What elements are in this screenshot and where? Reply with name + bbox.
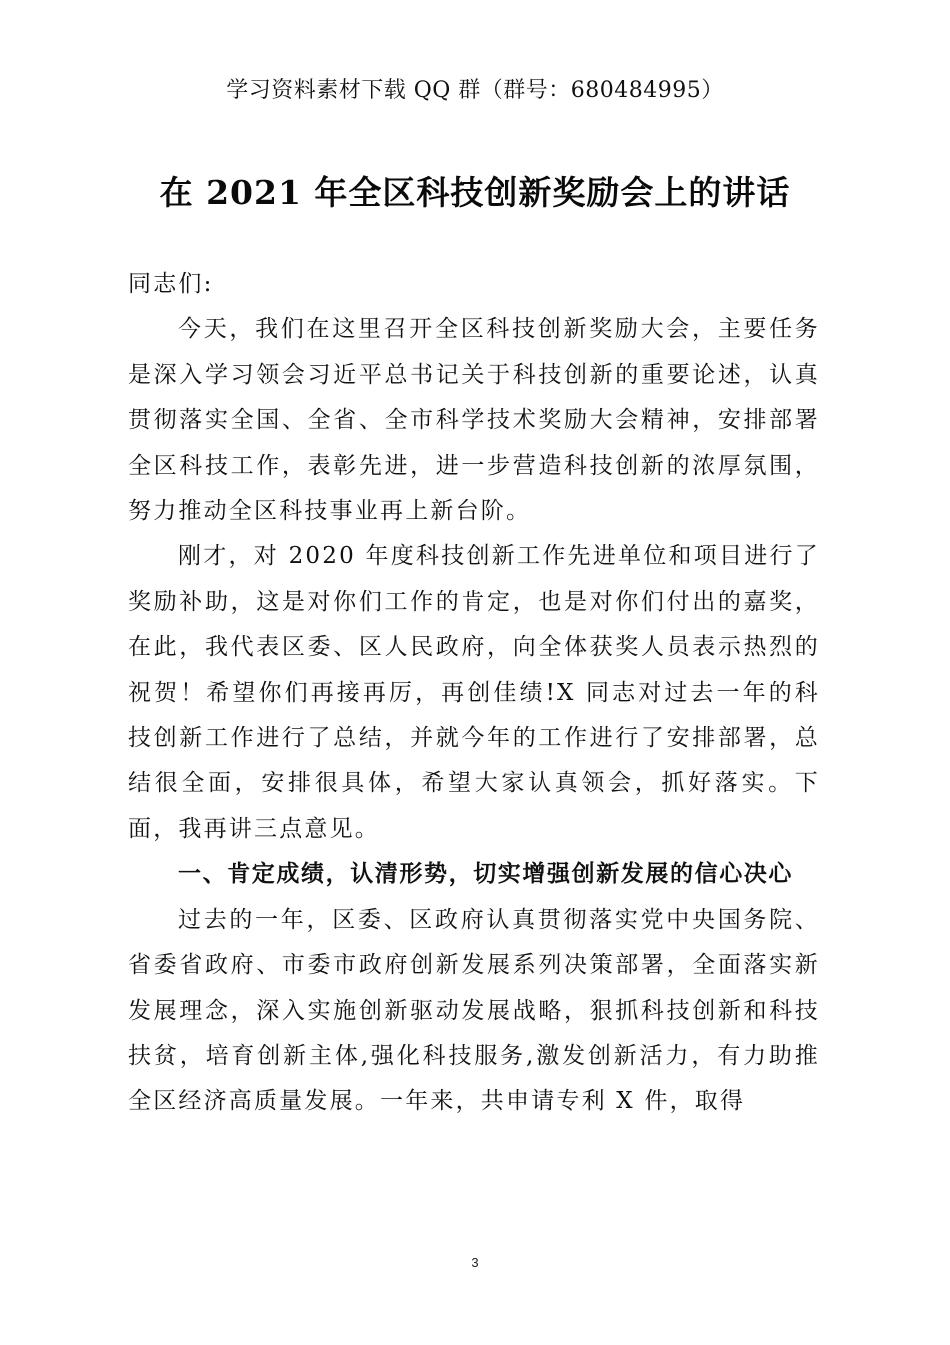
- section-paragraph: 过去的一年，区委、区政府认真贯彻落实党中央国务院、省委省政府、市委市政府创新发展系列决策部署，全面落实新发展理念，深入实施创新驱动发展战略，狠抓科技创新和科技扶贫，培育创新主体,强化科技服务,激发创新活力，有力助推全区经济高质量发展。一年来，共申请专利 X 件，取得: [128, 906, 820, 1115]
- header-note: 学习资料素材下载 QQ 群（群号：680484995）: [226, 78, 724, 103]
- document-body: [128, 262, 820, 1125]
- section-heading: 一、肯定成绩，认清形势，切实增强创新发展的信心决心: [178, 861, 793, 888]
- page-number: 3: [471, 1255, 479, 1270]
- paragraph-1: 今天，我们在这里召开全区科技创新奖励大会，主要任务是深入学习领会习近平总书记关于科技创新的重要论述，认真贯彻落实全国、全省、全市科学技术奖励大会精神，安排部署全区科技工作，表彰先进，进一步营造科技创新的浓厚氛围，努力推动全区科技事业再上新台阶。: [128, 316, 820, 525]
- document-title: 在 2021 年全区科技创新奖励会上的讲话: [159, 173, 791, 212]
- paragraph-2: 刚才，对 2020 年度科技创新工作先进单位和项目进行了奖励补助，这是对你们工作的肯定，也是对你们付出的嘉奖，在此，我代表区委、区人民政府，向全体获奖人员表示热烈的祝贺！希望你们再接再厉，再创佳绩!X 同志对过去一年的科技创新工作进行了总结，并就今年的工作进行了安排部署，总结很全面，安排很具体，希望大家认真领会，抓好落实。下面，我再讲三点意见。: [128, 543, 820, 842]
- salutation: 同志们:: [128, 271, 214, 297]
